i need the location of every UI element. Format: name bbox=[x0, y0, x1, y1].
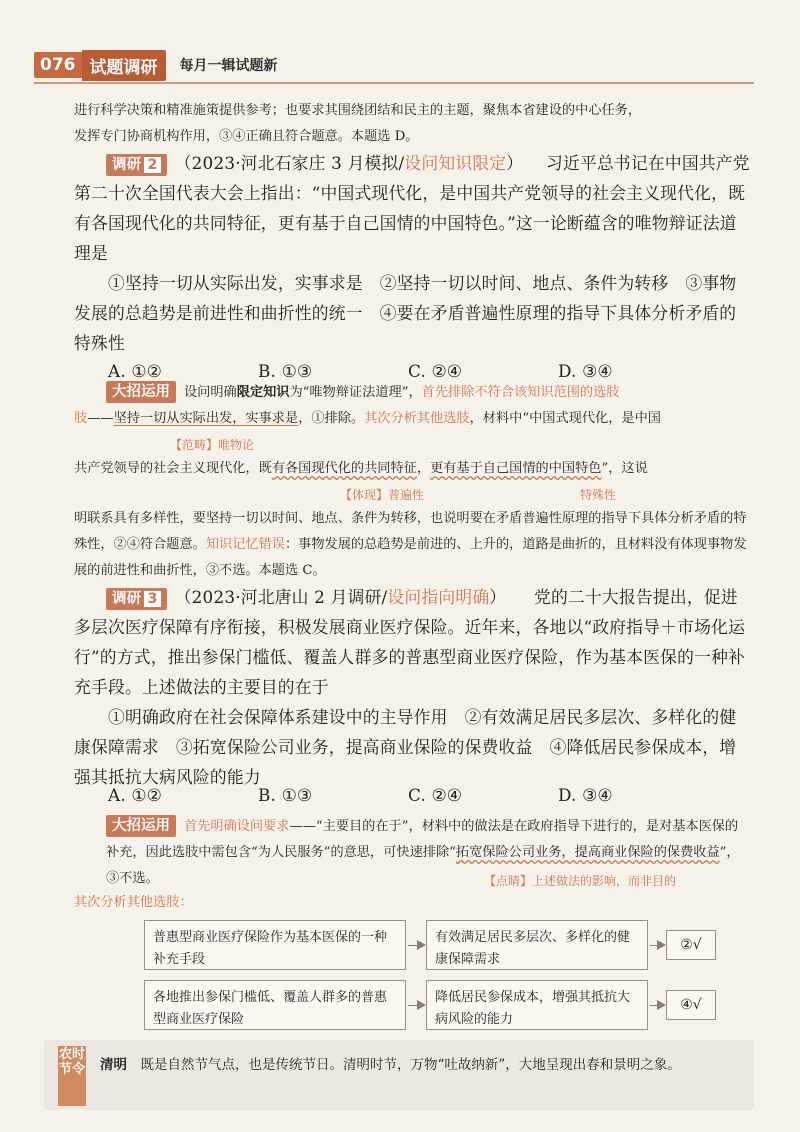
option-a[interactable]: A. ①② bbox=[108, 785, 162, 805]
question-3-options bbox=[108, 780, 784, 810]
analysis-tag: 大招运用 bbox=[106, 815, 176, 837]
note-scope: 【范畴】唯物论 bbox=[170, 438, 255, 452]
flow-cause-2: 各地推出参保门槛低、覆盖人群多的普惠型商业医疗保险 bbox=[144, 980, 406, 1030]
note-key-point: 【点睛】上述做法的影响，而非目的 bbox=[484, 874, 677, 888]
flow-result-1: ②√ bbox=[666, 930, 716, 960]
option-d[interactable]: D. ③④ bbox=[558, 361, 613, 381]
flow-arrow bbox=[408, 945, 424, 946]
q2-analysis-line3: 共产党领导的社会主义现代化，既有各国现代化的共同特征，更有基于自己国情的中国特色”，这说 bbox=[74, 461, 648, 476]
flow-arrow bbox=[408, 1005, 424, 1006]
option-c[interactable]: C. ②④ bbox=[408, 785, 462, 805]
q3-analysis: 大招运用 首先明确设问要求——“主要目的在于”，材料中的做法是在政府指导下进行的，是对基本医保的补充，因此选肢中需包含“为人民服务”的意思，可快速排除“拓宽保险公司业务，提高商业保险的保费收益”，③不选。 bbox=[106, 814, 750, 892]
footer-text: 清明 既是自然节气点，也是传统节日。清明时节，万物“吐故纳新”，大地呈现出春和景明之象。 bbox=[100, 1057, 681, 1073]
option-a[interactable]: A. ①② bbox=[108, 361, 162, 381]
footer-side-tag: 农时节令 bbox=[58, 1046, 86, 1106]
question-2-statements: ①坚持一切从实际出发，实事求是 ②坚持一切以时间、地点、条件为转移 ③事物发展的总趋势是前进性和曲折性的统一 ④要在矛盾普遍性原理的指导下具体分析矛盾的特殊性 bbox=[74, 273, 737, 353]
question-2-first-line: 调研 2 （2023·河北石家庄 3 月模拟/设问知识限定） bbox=[106, 148, 750, 178]
header-divider bbox=[34, 82, 754, 84]
flow-effect-2: 降低居民参保成本，增强其抵抗大病风险的能力 bbox=[426, 980, 648, 1030]
prev-answer: 进行科学决策和精准施策提供参考；也要求其围绕团结和民主的主题，聚焦本省建设的中心任务， 发挥专门协商机构作用，③④正确且符合题意。本题选 D。 bbox=[74, 103, 642, 144]
option-c[interactable]: C. ②④ bbox=[408, 361, 462, 381]
q2-analysis-line2: 肢——坚持一切从实际出发，实事求是，①排除。其次分析其他选肢，材料中“中国式现代化，是中国 bbox=[74, 411, 661, 426]
question-3-first-line: 调研 3 （2023·河北唐山 2 月调研/设问指向明确） bbox=[106, 582, 750, 612]
header-subtitle: 每月一辑试题新 bbox=[179, 58, 278, 74]
q3-analysis-next: 其次分析其他选肢： bbox=[74, 895, 193, 910]
flow-arrow bbox=[650, 945, 664, 946]
option-b[interactable]: B. ①③ bbox=[258, 785, 313, 805]
question-2-stem: 习近平总书记在中国共产党第二十次全国代表大会上指出：“中国式现代化，是中国共产党领导的社会主义现代化，既有各国现代化的共同特征，更有基于自己国情的中国特色。”这一论断蕴含的唯物辩证法道理是 bbox=[74, 153, 750, 263]
question-3-statements: ①明确政府在社会保障体系建设中的主导作用 ②有效满足居民多层次、多样化的健康保障需求 ③拓宽保险公司业务，提高商业保险的保费收益 ④降低居民参保成本，增强其抵抗大病风险的能力 bbox=[74, 707, 737, 787]
flow-result-2: ④√ bbox=[666, 990, 716, 1020]
option-b[interactable]: B. ①③ bbox=[258, 361, 313, 381]
option-d[interactable]: D. ③④ bbox=[558, 785, 613, 805]
q2-analysis-line1: 大招运用 设问明确限定知识为“唯物辩证法道理”，首先排除不符合该知识范围的选肢 bbox=[106, 380, 750, 406]
question-3-stem: 党的二十大报告提出，促进多层次医疗保障有序衔接，积极发展商业医疗保险。近年来，各地以“政府指导＋市场化运行”的方式，推出参保门槛低、覆盖人群多的普惠型商业医疗保险，作为基本医保的一种补充手段。上述做法的主要目的在于 bbox=[74, 587, 746, 697]
note-particularity: 特殊性 bbox=[580, 488, 617, 502]
question-tag: 调研 2 bbox=[106, 154, 167, 176]
note-universality: 【体现】普遍性 bbox=[340, 488, 425, 502]
page-number: 076 bbox=[34, 52, 82, 78]
page-header bbox=[34, 50, 278, 80]
q2-analysis-line4: 明联系具有多样性，要坚持一切以时间、地点、条件为转移，也说明要在矛盾普遍性原理的指导下具体分析矛盾的特殊性，②④符合题意。知识记忆错误：事物发展的总趋势是前进的、上升的，道路是曲折的，且材料没有体现事物发展的前进性和曲折性，③不选。本题选 C。 bbox=[74, 511, 747, 578]
flow-arrow bbox=[650, 1005, 664, 1006]
analysis-tag: 大招运用 bbox=[106, 381, 176, 403]
section-title: 试题调研 bbox=[82, 50, 166, 81]
flow-cause-1: 普惠型商业医疗保险作为基本医保的一种补充手段 bbox=[144, 920, 406, 970]
footer-title: 清明 bbox=[100, 1057, 127, 1073]
flow-effect-1: 有效满足居民多层次、多样化的健康保障需求 bbox=[426, 920, 648, 970]
question-tag: 调研 3 bbox=[106, 588, 167, 610]
